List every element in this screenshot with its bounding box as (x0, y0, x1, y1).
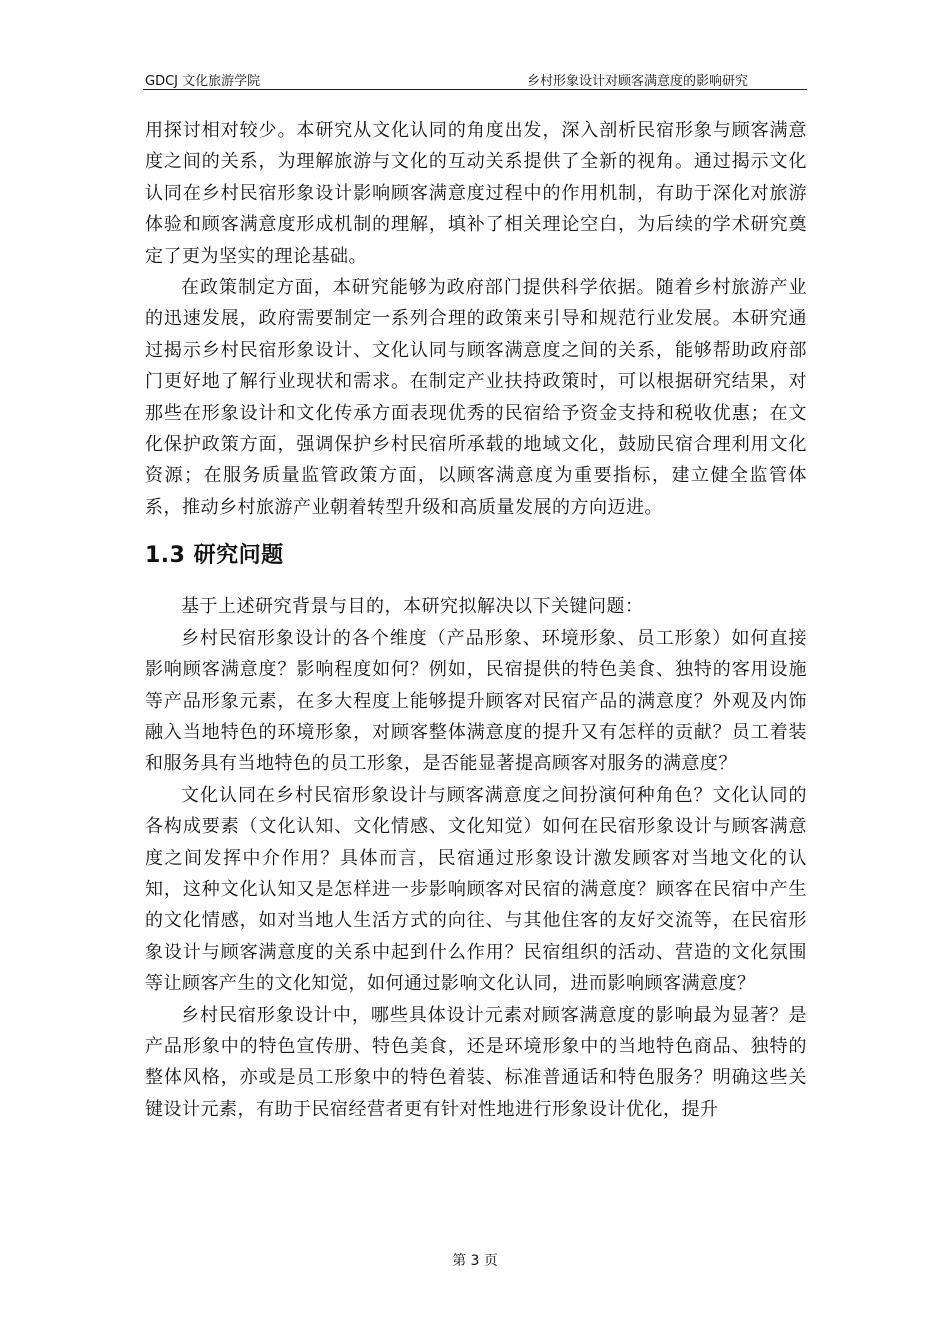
header-divider (143, 89, 807, 90)
header-right-text: 乡村形象设计对顾客满意度的影响研究 (527, 74, 749, 89)
paragraph-question-1: 乡村民宿形象设计的各个维度（产品形象、环境形象、员工形象）如何直接影响顾客满意度？影响程度如何？例如，民宿提供的特色美食、独特的客用设施等产品形象元素，在多大程度上能够提升顾客对民宿产品的满意度？外观及内饰融入当地特色的环境形象，对顾客整体满意度的提升又有怎样的贡献？员工着装和服务具有当地特色的员工形象，是否能显著提高顾客对服务的满意度？ (145, 627, 807, 775)
paragraph-question-3: 乡村民宿形象设计中，哪些具体设计元素对顾客满意度的影响最为显著？是产品形象中的特色宣传册、特色美食，还是环境形象中的当地特色商品、独特的整体风格，亦或是员工形象中的特色着装、标准普通话和特色服务？明确这些关键设计元素，有助于民宿经营者更有针对性地进行形象设计优化，提升 (145, 1004, 807, 1120)
paragraph-continuation: 用探讨相对较少。本研究从文化认同的角度出发，深入剖析民宿形象与顾客满意度之间的关系，为理解旅游与文化的互动关系提供了全新的视角。通过揭示文化认同在乡村民宿形象设计影响顾客满意度过程中的作用机制，有助于深化对旅游体验和顾客满意度形成机制的理解，填补了相关理论空白，为后续的学术研究奠定了更为坚实的理论基础。 (145, 120, 807, 267)
paragraph-question-2: 文化认同在乡村民宿形象设计与顾客满意度之间扮演何种角色？文化认同的各构成要素（文化认知、文化情感、文化知觉）如何在民宿形象设计与顾客满意度之间发挥中介作用？具体而言，民宿通过形象设计激发顾客对当地文化的认知，这种文化认知又是怎样进一步影响顾客对民宿的满意度？顾客在民宿中产生的文化情感，如对当地人生活方式的向往、与其他住客的友好交流等，在民宿形象设计与顾客满意度的关系中起到什么作用？民宿组织的活动、营造的文化氛围等让顾客产生的文化知觉，如何通过影响文化认同，进而影响顾客满意度？ (145, 784, 807, 995)
body-text (145, 115, 807, 1125)
page-number: 第 3 页 (452, 1253, 498, 1269)
paragraph-intro: 基于上述研究背景与目的，本研究拟解决以下关键问题： (181, 596, 644, 618)
header-left-text: GDCJ 文化旅游学院 (145, 74, 261, 89)
section-heading: 1.3 研究问题 (145, 543, 284, 569)
paragraph-policy: 在政策制定方面，本研究能够为政府部门提供科学依据。随着乡村旅游产业的迅速发展，政府需要制定一系列合理的政策来引导和规范行业发展。本研究通过揭示乡村民宿形象设计、文化认同与顾客满意度之间的关系，能够帮助政府部门更好地了解行业现状和需求。在制定产业扶持政策时，可以根据研究结果，对那些在形象设计和文化传承方面表现优秀的民宿给予资金支持和税收优惠；在文化保护政策方面，强调保护乡村民宿所承载的地域文化，鼓励民宿合理利用文化资源；在服务质量监管政策方面，以顾客满意度为重要指标，建立健全监管体系，推动乡村旅游产业朝着转型升级和高质量发展的方向迈进。 (145, 277, 807, 518)
